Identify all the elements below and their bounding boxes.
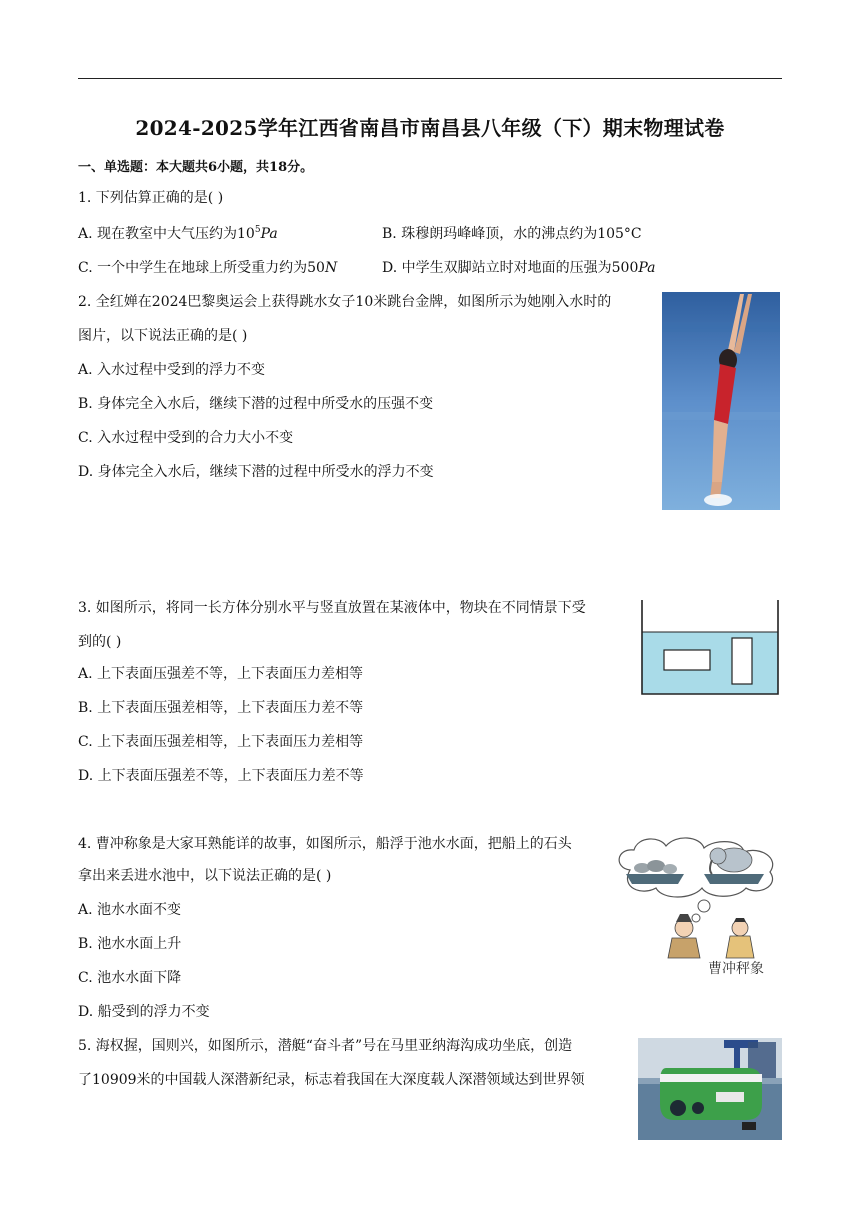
q4-option-b: B. 池水水面上升: [78, 936, 182, 952]
vertical-block: [732, 638, 752, 684]
q1-option-c-text: C. 一个中学生在地球上所受重力约为50: [78, 260, 325, 276]
header-rule: [78, 78, 782, 79]
q3-option-c: C. 上下表面压强差相等，上下表面压力差相等: [78, 734, 364, 750]
q2-stem-line1: 2. 全红婵在2024巴黎奥运会上获得跳水女子10米跳台金牌，如图所示为她刚入水时的: [78, 294, 612, 310]
q2-option-c: C. 入水过程中受到的合力大小不变: [78, 430, 294, 446]
q1-option-d-unit: Pa: [638, 260, 656, 276]
horizontal-block: [664, 650, 710, 670]
q3-stem-line1: 3. 如图所示，将同一长方体分别水平与竖直放置在某液体中，物块在不同情景下受: [78, 600, 586, 616]
q1-option-b: B. 珠穆朗玛峰峰顶，水的沸点约为105°C: [382, 226, 642, 242]
q3-option-d: D. 上下表面压强差不等，上下表面压力差不等: [78, 768, 364, 784]
q2-option-b: B. 身体完全入水后，继续下潜的过程中所受水的压强不变: [78, 396, 434, 412]
q1-option-a-exponent: 5: [254, 225, 261, 235]
q1-option-d-text: D. 中学生双脚站立时对地面的压强为500: [382, 260, 639, 276]
q4-option-c: C. 池水水面下降: [78, 970, 182, 986]
q5-stem-line1: 5. 海权握，国则兴，如图所示，潜艇“奋斗者”号在马里亚纳海沟成功坐底，创造: [78, 1038, 573, 1054]
q3-option-a: A. 上下表面压强差不等，上下表面压力差相等: [78, 666, 364, 682]
q3-stem-line2: 到的( ): [78, 634, 122, 650]
q1-option-a-text: A. 现在教室中大气压约为10: [78, 226, 255, 242]
illustration-caption: 曹冲秤象: [708, 961, 764, 977]
q1-option-d: [382, 258, 656, 278]
q3-option-b: B. 上下表面压强差相等，上下表面压力差不等: [78, 700, 364, 716]
q1-stem: 1. 下列估算正确的是( ): [78, 190, 224, 206]
exam-title: 2024-2025学年江西省南昌市南昌县八年级（下）期末物理试卷: [135, 116, 725, 140]
q1-option-a: [78, 224, 278, 244]
diver-photo: [662, 292, 780, 510]
q2-option-a: A. 入水过程中受到的浮力不变: [78, 362, 266, 378]
cao-chong-weighs-elephant-illustration: [612, 830, 784, 980]
fendouzhe-submersible-photo: [638, 1038, 782, 1140]
q2-stem-line2: 图片，以下说法正确的是( ): [78, 328, 248, 344]
q1-option-c-unit: N: [324, 260, 338, 276]
q4-option-d: D. 船受到的浮力不变: [78, 1004, 210, 1020]
q4-option-a: A. 池水水面不变: [78, 902, 182, 918]
liquid-container-diagram: [640, 600, 780, 696]
q1-option-c: [78, 258, 337, 278]
q5-stem-line2: 了10909米的中国载人深潜新纪录，标志着我国在大深度载人深潜领域达到世界领: [78, 1072, 585, 1088]
q1-option-a-unit: Pa: [260, 226, 278, 242]
section-heading: 一、单选题：本大题共6小题，共18分。: [78, 160, 314, 175]
q4-stem-line2: 拿出来丢进水池中，以下说法正确的是( ): [78, 868, 332, 884]
q4-stem-line1: 4. 曹冲称象是大家耳熟能详的故事，如图所示，船浮于池水水面，把船上的石头: [78, 836, 572, 852]
q2-option-d: D. 身体完全入水后，继续下潜的过程中所受水的浮力不变: [78, 464, 434, 480]
